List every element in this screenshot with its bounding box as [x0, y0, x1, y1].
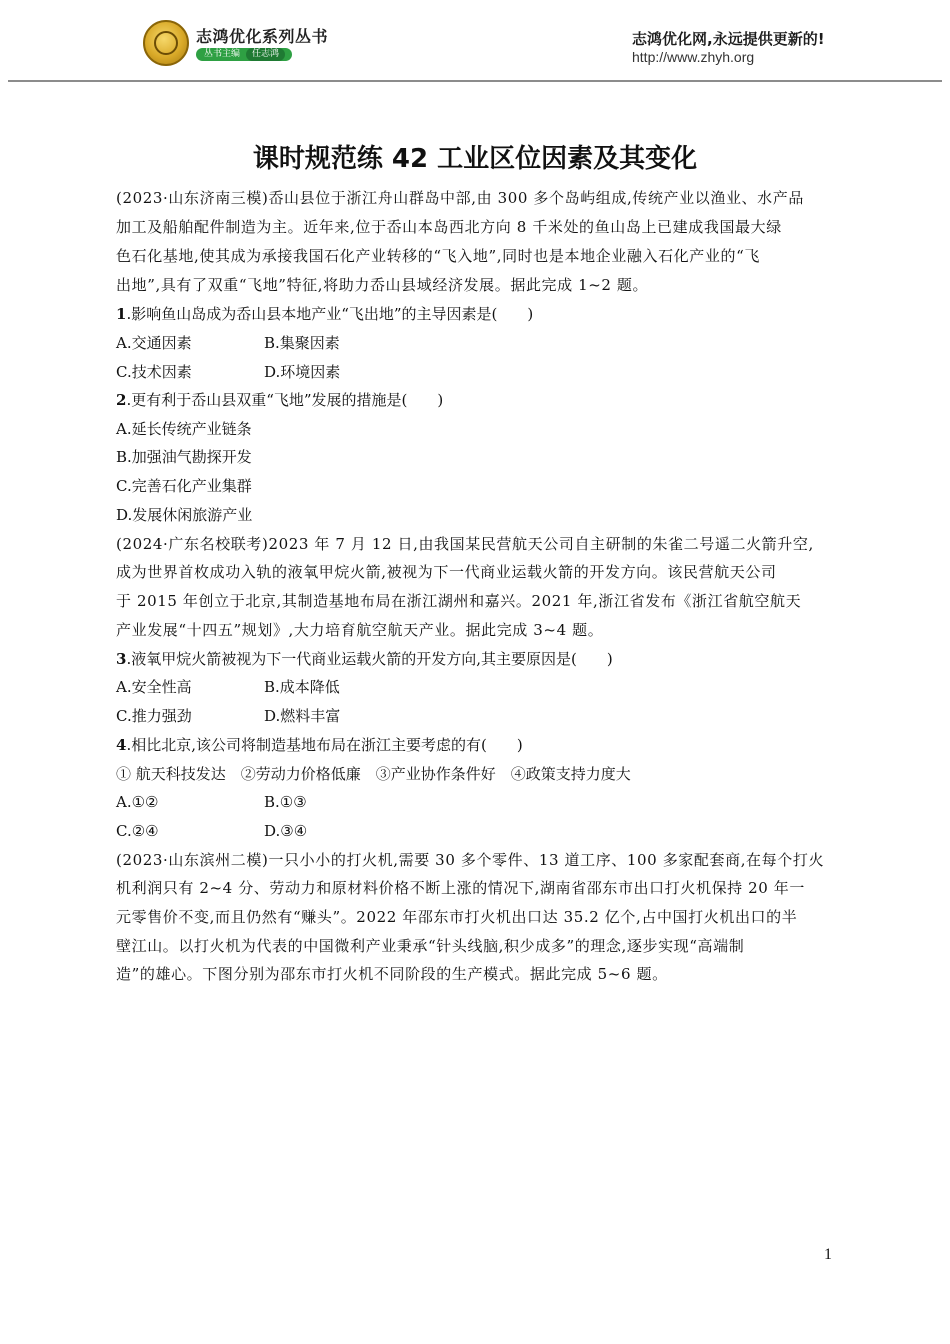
q2-option-d[interactable]: D.发展休闲旅游产业 [116, 506, 253, 524]
passage-2-line: 产业发展“十四五”规划》,大力培育航空航天产业。据此完成 3~4 题。 [116, 621, 604, 639]
q2-option-c[interactable]: C.完善石化产业集群 [116, 477, 252, 495]
editor-badge-label: 丛书主编 [204, 49, 241, 59]
page-header [0, 0, 950, 80]
passage-2-line: 于 2015 年创立于北京,其制造基地布局在浙江湖州和嘉兴。2021 年,浙江省发布《浙江省航空航天 [116, 592, 802, 610]
header-divider [8, 80, 942, 82]
question-3-stem: .液氧甲烷火箭被视为下一代商业运载火箭的开发方向,其主要原因是( ) [126, 650, 613, 668]
question-1-number: 1 [116, 305, 127, 323]
passage-3-line: 机利润只有 2~4 分、劳动力和原材料价格不断上涨的情况下,湖南省邵东市出口打火机保持 20 年一 [116, 879, 805, 897]
question-1-options-row [116, 329, 340, 357]
page-number: 1 [824, 1246, 832, 1263]
passage-1-line: 出地”,具有了双重“飞地”特征,将助力岙山县域经济发展。据此完成 1~2 题。 [116, 276, 649, 294]
passage-2-line: (2024·广东名校联考)2023 年 7 月 12 日,由我国某民营航天公司自主研制的朱雀二号遥二火箭升空, [116, 535, 814, 553]
question-1-stem: .影响鱼山岛成为岙山县本地产业“飞出地”的主导因素是( ) [126, 305, 534, 323]
q4-option-c[interactable]: C.②④ [116, 822, 159, 840]
question-3-options-row [116, 702, 341, 730]
question-4-items: ① 航天科技发达 ②劳动力价格低廉 ③产业协作条件好 ④政策支持力度大 [116, 765, 631, 783]
editor-badge-name: 任志鸿 [246, 48, 285, 61]
q1-option-d[interactable]: D.环境因素 [264, 363, 341, 381]
question-2-stem: .更有利于岙山县双重“飞地”发展的措施是( ) [126, 391, 444, 409]
q3-option-d[interactable]: D.燃料丰富 [264, 707, 341, 725]
q4-option-a[interactable]: A.①② [116, 793, 159, 811]
q1-option-c[interactable]: C.技术因素 [116, 363, 192, 381]
question-4-number: 4 [116, 736, 127, 754]
passage-3-line: 元零售价不变,而且仍然有“赚头”。2022 年邵东市打火机出口达 35.2 亿个,占中国打火机出口的半 [116, 908, 798, 926]
passage-3-line: 造”的雄心。下图分别为邵东市打火机不同阶段的生产模式。据此完成 5~6 题。 [116, 965, 668, 983]
q3-option-a[interactable]: A.安全性高 [116, 678, 192, 696]
passage-1-line: 加工及船舶配件制造为主。近年来,位于岙山本岛西北方向 8 千米处的鱼山岛上已建成我国最大绿 [116, 218, 782, 236]
passage-1-line: (2023·山东济南三模)岙山县位于浙江舟山群岛中部,由 300 多个岛屿组成,传统产业以渔业、水产品 [116, 189, 804, 207]
page-title: 课时规范练 42 工业区位因素及其变化 [252, 144, 698, 174]
passage-3-line: (2023·山东滨州二模)一只小小的打火机,需要 30 多个零件、13 道工序、100 多家配套商,在每个打火 [116, 851, 825, 869]
brand-title: 志鸿优化系列丛书 [196, 27, 329, 46]
q2-option-a[interactable]: A.延长传统产业链条 [116, 420, 252, 438]
question-4-stem: .相比北京,该公司将制造基地布局在浙江主要考虑的有( ) [126, 736, 523, 754]
question-3 [116, 645, 613, 673]
question-3-number: 3 [116, 650, 127, 668]
question-2-number: 2 [116, 391, 127, 409]
q4-option-b[interactable]: B.①③ [264, 793, 307, 811]
header-slogan: 志鸿优化网,永远提供更新的! [632, 30, 825, 48]
q1-option-b[interactable]: B.集聚因素 [264, 334, 340, 352]
passage-2-line: 成为世界首枚成功入轨的液氧甲烷火箭,被视为下一代商业运载火箭的开发方向。该民营航天公司 [116, 563, 777, 581]
q1-option-a[interactable]: A.交通因素 [116, 334, 192, 352]
question-2 [116, 386, 443, 414]
header-url-link[interactable]: http://www.zhyh.org [632, 49, 755, 65]
question-4-options-row [116, 817, 308, 845]
question-4-options-row [116, 788, 307, 816]
editor-badge [196, 48, 292, 61]
question-4 [116, 731, 523, 759]
q2-option-b[interactable]: B.加强油气勘探开发 [116, 448, 252, 466]
question-1-options-row [116, 358, 341, 386]
publisher-logo-icon [143, 20, 189, 66]
passage-1-line: 色石化基地,使其成为承接我国石化产业转移的“飞入地”,同时也是本地企业融入石化产业的“飞 [116, 247, 760, 265]
q3-option-c[interactable]: C.推力强劲 [116, 707, 192, 725]
q4-option-d[interactable]: D.③④ [264, 822, 308, 840]
q3-option-b[interactable]: B.成本降低 [264, 678, 340, 696]
question-1 [116, 300, 533, 328]
question-3-options-row [116, 673, 340, 701]
passage-3-line: 壁江山。以打火机为代表的中国微利产业秉承“针头线脑,积少成多”的理念,逐步实现“高端制 [116, 937, 745, 955]
